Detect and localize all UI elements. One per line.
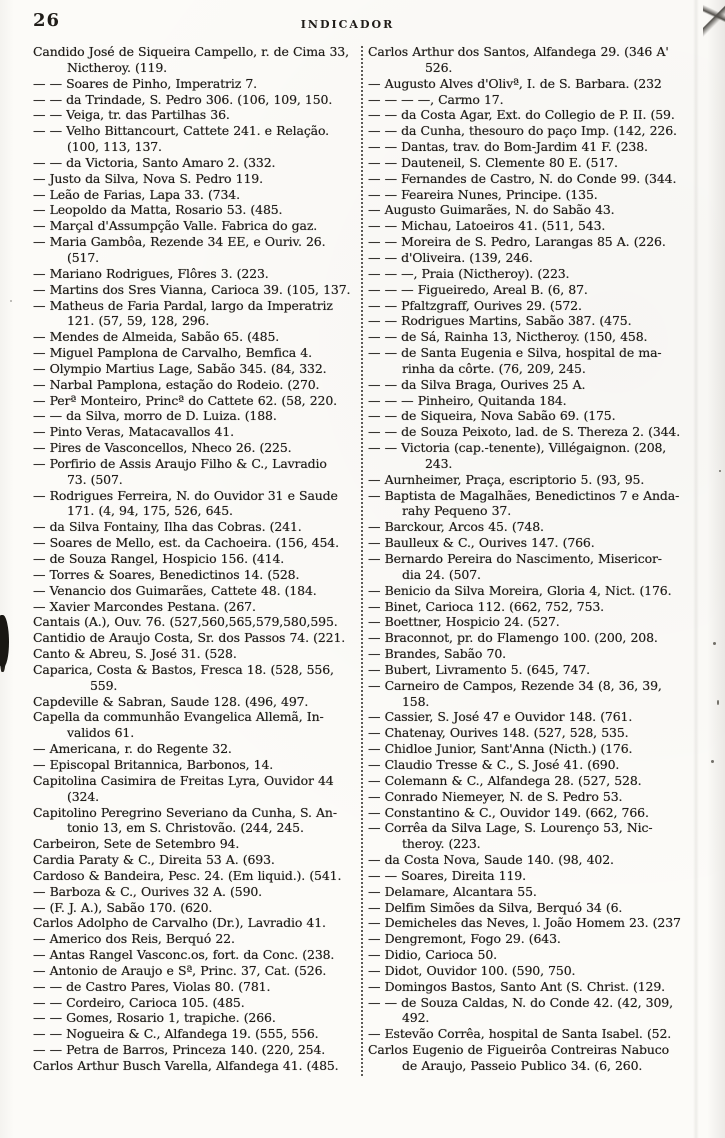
directory-line: Carlos Arthur Busch Varella, Alfandega 41. (485. [33, 1058, 339, 1073]
directory-line: — Aurnheimer, Praça, escriptorio 5. (93, 95. [368, 471, 645, 487]
directory-line: — — Soares de Pinho, Imperatriz 7. [33, 75, 258, 91]
directory-line: — Bubert, Livramento 5. (645, 747. [368, 661, 590, 677]
directory-line: — da Silva Fontainy, Ilha das Cobras. (241. [33, 519, 302, 535]
directory-line: — Domingos Bastos, Santo Ant (S. Christ. (129. [368, 978, 665, 994]
directory-line: — — Pfaltzgraff, Ourives 29. (572. [368, 297, 582, 313]
directory-line: — Corrêa da Silva Lage, S. Lourenço 53, Nic- [368, 820, 653, 836]
directory-line: — — Cordeiro, Carioca 105. (485. [33, 994, 245, 1010]
speck-artifact [10, 300, 12, 302]
directory-line: 243. [425, 455, 453, 471]
directory-line: — Xavier Marcondes Pestana. (267. [33, 598, 256, 614]
ink-blob-artifact [0, 615, 9, 667]
directory-line: — — — —, Carmo 17. [368, 91, 504, 107]
directory-line: — Boettner, Hospicio 24. (527. [368, 614, 560, 630]
speck-artifact [717, 700, 719, 705]
directory-column-right [368, 44, 716, 1074]
directory-line: dia 24. (507. [402, 566, 481, 582]
directory-line: — — Rodrigues Martins, Sabão 387. (475. [368, 313, 632, 329]
directory-line: — Pinto Veras, Matacavallos 41. [33, 424, 234, 440]
directory-line: — Antonio de Araujo e Sª, Princ. 37, Cat. (526. [33, 962, 327, 978]
directory-line: 158. [402, 693, 430, 709]
directory-line: — Baptista de Magalhães, Benedictinos 7 e Anda- [368, 487, 680, 503]
directory-line: rahy Pequeno 37. [402, 503, 512, 519]
directory-line: — — Velho Bittancourt, Cattete 241. e Relação. [33, 123, 329, 139]
directory-line: 492. [402, 1010, 430, 1026]
directory-line: — — de Souza Peixoto, lad. de S. Thereza 2. (344. [368, 424, 681, 440]
directory-line: — — Moreira de S. Pedro, Larangas 85 A. (226. [368, 234, 666, 250]
directory-line: Caparica, Costa & Bastos, Fresca 18. (528, 556, [33, 661, 334, 677]
directory-line: — Dengremont, Fogo 29. (643. [368, 931, 561, 947]
directory-line: — — Nogueira & C., Alfandega 19. (555, 556. [33, 1026, 319, 1042]
directory-line: — — de Sá, Rainha 13, Nictheroy. (150, 458. [368, 329, 648, 345]
directory-line: (100, 113, 137. [67, 139, 162, 155]
directory-line: Capitolina Casimira de Freitas Lyra, Ouvidor 44 [33, 772, 334, 788]
directory-line: — — — Pinheiro, Quitanda 184. [368, 392, 567, 408]
directory-line: — Cassier, S. José 47 e Ouvidor 148. (761. [368, 709, 633, 725]
directory-line: — — de Santa Eugenia e Silva, hospital de ma- [368, 345, 662, 361]
directory-line: Carbeiron, Sete de Setembro 94. [33, 836, 240, 852]
running-title: INDICADOR [300, 18, 395, 31]
directory-line: — Benicio da Silva Moreira, Gloria 4, Nict. (176. [368, 582, 672, 598]
directory-line: — Americo dos Reis, Berquó 22. [33, 931, 235, 947]
directory-line: Carlos Arthur dos Santos, Alfandega 29. (346 A' [368, 44, 669, 59]
speck-artifact [719, 470, 721, 472]
directory-line: Nictheroy. (119. [67, 59, 167, 75]
directory-line: Capitolino Peregrino Severiano da Cunha, S. An- [33, 804, 337, 820]
directory-line: — Didio, Carioca 50. [368, 947, 497, 963]
directory-line: — — da Victoria, Santo Amaro 2. (332. [33, 154, 276, 170]
directory-line: — — Gomes, Rosario 1, trapiche. (266. [33, 1010, 276, 1026]
directory-line: — — de Souza Caldas, N. do Conde 42. (42, 309, [368, 994, 673, 1010]
directory-line: — — da Silva, morro de D. Luiza. (188. [33, 408, 277, 424]
directory-line: — Colemann & C., Alfandega 28. (527, 528. [368, 772, 642, 788]
directory-line: — — d'Oliveira. (139, 246. [368, 249, 533, 265]
directory-line: — Marçal d'Assumpção Valle. Fabrica do gaz. [33, 218, 318, 234]
directory-line: — Americana, r. do Regente 32. [33, 741, 232, 757]
directory-line: de Araujo, Passeio Publico 34. (6, 260. [402, 1058, 643, 1073]
directory-line: — Chidloe Junior, Sant'Anna (Nicth.) (176. [368, 741, 633, 757]
directory-line: — Brandes, Sabão 70. [368, 646, 506, 662]
directory-line: theroy. (223. [402, 836, 481, 852]
directory-line: — — da Silva Braga, Ourives 25 A. [368, 376, 586, 392]
directory-line: Candido José de Siqueira Campello, r. de Cima 33, [33, 44, 349, 59]
directory-line: — — —, Praia (Nictheroy). (223. [368, 265, 570, 281]
directory-line: — — Veiga, tr. das Partilhas 36. [33, 107, 230, 123]
page-number: 26 [33, 10, 61, 31]
directory-line: — Olympio Martius Lage, Sabão 345. (84, 332. [33, 360, 327, 376]
directory-line: — — Soares, Direita 119. [368, 867, 526, 883]
directory-line: Cardia Paraty & C., Direita 53 A. (693. [33, 852, 275, 868]
directory-line: — — da Cunha, thesouro do paço Imp. (142, 226. [368, 123, 677, 139]
directory-line: — Estevão Corrêa, hospital de Santa Isabel. (52. [368, 1026, 672, 1042]
directory-line: — Rodrigues Ferreira, N. do Ouvidor 31 e Saude [33, 487, 338, 503]
directory-line: Cantais (A.), Ouv. 76. (527,560,565,579,580,595. [33, 614, 338, 630]
directory-line: — Constantino & C., Ouvidor 149. (662, 766. [368, 804, 649, 820]
directory-line: — Leopoldo da Matta, Rosario 53. (485. [33, 202, 283, 218]
directory-line: — Maria Gambôa, Rezende 34 EE, e Ouriv. 26. [33, 234, 326, 250]
directory-line: 171. (4, 94, 175, 526, 645. [67, 503, 233, 519]
directory-line: — — Petra de Barros, Princeza 140. (220, 254. [33, 1042, 326, 1058]
directory-line: 73. (507. [67, 471, 123, 487]
directory-line: — Binet, Carioca 112. (662, 752, 753. [368, 598, 604, 614]
directory-line: — Mariano Rodrigues, Flôres 3. (223. [33, 265, 269, 281]
directory-line: — Didot, Ouvidor 100. (590, 750. [368, 962, 576, 978]
directory-line: — — Fernandes de Castro, N. do Conde 99. (344. [368, 170, 677, 186]
directory-line: — Augusto Guimarães, N. do Sabão 43. [368, 202, 615, 218]
directory-line: — — Michau, Latoeiros 41. (511, 543. [368, 218, 606, 234]
directory-line: Capella da communhão Evangelica Allemã, In- [33, 709, 324, 725]
directory-line: — Venancio dos Guimarães, Cattete 48. (184. [33, 582, 317, 598]
directory-line: — — Victoria (cap.-tenente), Villégaignon. (208, [368, 440, 667, 456]
directory-line: — Delfim Simões da Silva, Berquó 34 (6. [368, 899, 623, 915]
directory-line: — Barboza & C., Ourives 32 A. (590. [33, 883, 262, 899]
directory-line: — Porfirio de Assis Araujo Filho & C., Lavradio [33, 455, 327, 471]
directory-line: tonio 13, em S. Christovão. (244, 245. [67, 820, 304, 836]
directory-line: (517. [67, 249, 99, 265]
directory-line: — Baulleux & C., Ourives 147. (766. [368, 535, 595, 551]
directory-line: — Torres & Soares, Benedictinos 14. (528. [33, 566, 300, 582]
directory-line: Carlos Adolpho de Carvalho (Dr.), Lavradio 41. [33, 915, 326, 931]
directory-line: 559. [90, 677, 118, 693]
directory-column-left [33, 44, 363, 1074]
directory-line: — de Souza Rangel, Hospicio 156. (414. [33, 551, 285, 566]
directory-line: — Carneiro de Campos, Rezende 34 (8, 36, 39, [368, 677, 662, 693]
directory-line: Cardoso & Bandeira, Pesc. 24. (Em liquid.). (541. [33, 867, 342, 883]
directory-line: — Barckour, Arcos 45. (748. [368, 519, 544, 535]
directory-line: — Soares de Mello, est. da Cachoeira. (156, 454. [33, 535, 339, 551]
corner-mark-artifact [703, 0, 725, 46]
directory-line: — Miguel Pamplona de Carvalho, Bemfica 4. [33, 345, 312, 361]
directory-line: Canto & Abreu, S. José 31. (528. [33, 646, 237, 662]
directory-line: Capdeville & Sabran, Saude 128. (496, 497. [33, 693, 309, 709]
directory-line: 526. [425, 59, 453, 75]
directory-line: — Leão de Farias, Lapa 33. (734. [33, 186, 240, 202]
directory-line: — Augusto Alves d'Olivª, I. de S. Barbara. (232 [368, 75, 662, 91]
directory-line: — Martins dos Sres Vianna, Carioca 39. (105, 137. [33, 281, 351, 297]
directory-line: — — de Siqueira, Nova Sabão 69. (175. [368, 408, 616, 424]
directory-line: validos 61. [67, 725, 135, 741]
directory-line: — Episcopal Britannica, Barbonos, 14. [33, 756, 274, 772]
directory-line: — — da Costa Agar, Ext. do Collegio de P. II. (59. [368, 107, 675, 123]
directory-line: — Pires de Vasconcellos, Nheco 26. (225. [33, 440, 292, 456]
directory-line: — — — Figueiredo, Areal B. (6, 87. [368, 281, 588, 297]
directory-line: — Bernardo Pereira do Nascimento, Misericor- [368, 551, 662, 566]
directory-line: rinha da côrte. (76, 209, 245. [402, 360, 586, 376]
directory-line: — Chatenay, Ourives 148. (527, 528, 535. [368, 725, 629, 741]
directory-line: — Braconnot, pr. do Flamengo 100. (200, 208. [368, 630, 658, 646]
directory-line: Carlos Eugenio de Figueirôa Contreiras Nabuco [368, 1042, 670, 1058]
directory-line: — Antas Rangel Vasconc.os, fort. da Conc. (238. [33, 947, 335, 963]
directory-line: — Demicheles das Neves, l. João Homem 23. (237 [368, 915, 681, 931]
directory-line: — Delamare, Alcantara 55. [368, 883, 537, 899]
directory-line: — Matheus de Faria Pardal, largo da Imperatriz [33, 297, 333, 313]
directory-line: 121. (57, 59, 128, 296. [67, 313, 210, 329]
directory-line: — — de Castro Pares, Violas 80. (781. [33, 978, 271, 994]
directory-line: — — Dauteneil, S. Clemente 80 E. (517. [368, 154, 618, 170]
directory-line: — Conrado Niemeyer, N. de S. Pedro 53. [368, 788, 623, 804]
directory-line: — — da Trindade, S. Pedro 306. (106, 109, 150. [33, 91, 333, 107]
directory-line: — Mendes de Almeida, Sabão 65. (485. [33, 329, 280, 345]
directory-line: — — Feareira Nunes, Principe. (135. [368, 186, 598, 202]
directory-line: — — Dantas, trav. do Bom-Jardim 41 F. (238. [368, 139, 648, 155]
directory-line: — Claudio Tresse & C., S. José 41. (690. [368, 756, 620, 772]
directory-line: — da Costa Nova, Saude 140. (98, 402. [368, 852, 614, 868]
directory-line: — Perª Monteiro, Princª do Cattete 62. (58, 220. [33, 392, 337, 408]
directory-line: (324. [67, 788, 99, 804]
directory-line: — Justo da Silva, Nova S. Pedro 119. [33, 170, 263, 186]
directory-line: — Narbal Pamplona, estação do Rodeio. (270. [33, 376, 320, 392]
directory-line: — (F. J. A.), Sabão 170. (620. [33, 899, 213, 915]
directory-line: Cantidio de Araujo Costa, Sr. dos Passos 74. (221. [33, 630, 346, 646]
